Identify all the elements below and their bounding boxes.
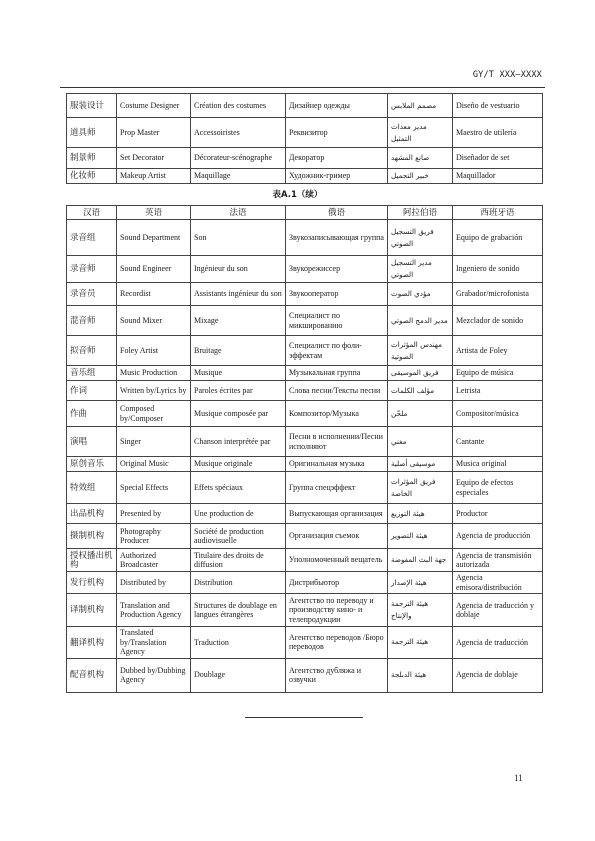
- russian-term-cell: Агентство по переводу и производству кино- и телепродукции: [286, 594, 388, 627]
- french-term-cell: Mixage: [191, 306, 286, 336]
- chinese-term-cell: 配音机构: [67, 658, 117, 692]
- english-term-cell: Photography Producer: [117, 524, 191, 549]
- english-term-cell: Recordist: [117, 283, 191, 306]
- french-term-cell: Musique originale: [191, 457, 286, 472]
- table-caption: 表A.1（续）: [272, 190, 323, 200]
- russian-term-cell: Организация съемок: [286, 524, 388, 549]
- table-row: [67, 118, 543, 148]
- table-row: [67, 594, 543, 627]
- russian-term-cell: Слова песни/Тексты песни: [286, 381, 388, 401]
- table-row: [67, 504, 543, 524]
- french-term-cell: Traduction: [191, 627, 286, 659]
- russian-term-cell: Агентство дубляжа и озвучки: [286, 658, 388, 692]
- arabic-term-cell: مدير التسجيل الصوتي: [388, 256, 453, 283]
- french-term-cell: Musique: [191, 366, 286, 381]
- russian-term-cell: Звукорежиссер: [286, 256, 388, 283]
- column-header-english: 英语: [117, 206, 191, 220]
- french-term-cell: Création des costumes: [191, 94, 286, 118]
- french-term-cell: Accessoiristes: [191, 118, 286, 148]
- french-term-cell: Structures de doublage en langues étrangères: [191, 594, 286, 627]
- french-term-cell: Maquillage: [191, 169, 286, 184]
- english-term-cell: Foley Artist: [117, 336, 191, 366]
- russian-term-cell: Дизайнер одежды: [286, 94, 388, 118]
- chinese-term-cell: 混音师: [67, 306, 117, 336]
- russian-term-cell: Уполномоченный вещатель: [286, 549, 388, 572]
- english-term-cell: Music Production: [117, 366, 191, 381]
- spanish-term-cell: Artista de Foley: [453, 336, 543, 366]
- spanish-term-cell: Equipo de efectos especiales: [453, 472, 543, 504]
- arabic-term-cell: خبير التجميل: [388, 169, 453, 184]
- english-term-cell: Translated by/Translation Agency: [117, 627, 191, 659]
- english-term-cell: Set Decorator: [117, 148, 191, 169]
- russian-term-cell: Группа спецэффект: [286, 472, 388, 504]
- document-code: GY/T XXX—XXXX: [472, 70, 542, 80]
- english-term-cell: Special Effects: [117, 472, 191, 504]
- table-row: [67, 427, 543, 457]
- terms-table-continued: [66, 93, 543, 184]
- spanish-term-cell: Grabador/microfonista: [453, 283, 543, 306]
- table-row: [67, 401, 543, 427]
- chinese-term-cell: 授权播出机构: [67, 549, 117, 572]
- table-header-row: [67, 206, 543, 220]
- english-term-cell: Singer: [117, 427, 191, 457]
- table-row: [67, 627, 543, 659]
- chinese-term-cell: 摄制机构: [67, 524, 117, 549]
- column-header-arabic: 阿拉伯语: [388, 206, 453, 220]
- english-term-cell: Written by/Lyrics by: [117, 381, 191, 401]
- spanish-term-cell: Agencia de producción: [453, 524, 543, 549]
- chinese-term-cell: 出品机构: [67, 504, 117, 524]
- russian-term-cell: Звукооператор: [286, 283, 388, 306]
- chinese-term-cell: 制景师: [67, 148, 117, 169]
- table-row: [67, 524, 543, 549]
- chinese-term-cell: 录音组: [67, 220, 117, 256]
- chinese-term-cell: 原创音乐: [67, 457, 117, 472]
- table-row: [67, 658, 543, 692]
- spanish-term-cell: Mezclador de sonido: [453, 306, 543, 336]
- spanish-term-cell: Agencia de transmisión autorizada: [453, 549, 543, 572]
- spanish-term-cell: Equipo de música: [453, 366, 543, 381]
- spanish-term-cell: Agencia de doblaje: [453, 658, 543, 692]
- spanish-term-cell: Musica original: [453, 457, 543, 472]
- english-term-cell: Dubbed by/Dubbing Agency: [117, 658, 191, 692]
- french-term-cell: Titulaire des droits de diffusion: [191, 549, 286, 572]
- french-term-cell: Assistants ingénieur du son: [191, 283, 286, 306]
- spanish-term-cell: Diseño de vestuario: [453, 94, 543, 118]
- arabic-term-cell: مصمم الملابس: [388, 94, 453, 118]
- table-row: [67, 366, 543, 381]
- french-term-cell: Société de production audiovisuelle: [191, 524, 286, 549]
- chinese-term-cell: 作词: [67, 381, 117, 401]
- table-row: [67, 457, 543, 472]
- english-term-cell: Distributed by: [117, 572, 191, 594]
- footer-divider: [245, 717, 363, 718]
- table-row: [67, 336, 543, 366]
- arabic-term-cell: صانع المشهد: [388, 148, 453, 169]
- french-term-cell: Ingénieur du son: [191, 256, 286, 283]
- arabic-term-cell: فريق المؤثرات الخاصة: [388, 472, 453, 504]
- russian-term-cell: Композитор/Музыка: [286, 401, 388, 427]
- chinese-term-cell: 翻译机构: [67, 627, 117, 659]
- russian-term-cell: Песни в исполнении/Песни исполняют: [286, 427, 388, 457]
- chinese-term-cell: 作曲: [67, 401, 117, 427]
- arabic-term-cell: فريق الموسيقى: [388, 366, 453, 381]
- russian-term-cell: Оригинальная музыка: [286, 457, 388, 472]
- column-header-french: 法语: [191, 206, 286, 220]
- spanish-term-cell: Agencia emisora/distribución: [453, 572, 543, 594]
- column-header-russian: 俄语: [286, 206, 388, 220]
- french-term-cell: Doublage: [191, 658, 286, 692]
- french-term-cell: Bruitage: [191, 336, 286, 366]
- spanish-term-cell: Maestro de utilería: [453, 118, 543, 148]
- chinese-term-cell: 化妆师: [67, 169, 117, 184]
- chinese-term-cell: 录音师: [67, 256, 117, 283]
- chinese-term-cell: 服装设计: [67, 94, 117, 118]
- chinese-term-cell: 译制机构: [67, 594, 117, 627]
- chinese-term-cell: 特效组: [67, 472, 117, 504]
- english-term-cell: Original Music: [117, 457, 191, 472]
- table-row: [67, 472, 543, 504]
- french-term-cell: Chanson interprétée par: [191, 427, 286, 457]
- column-header-spanish: 西班牙语: [453, 206, 543, 220]
- english-term-cell: Sound Mixer: [117, 306, 191, 336]
- terms-table: [66, 205, 543, 693]
- chinese-term-cell: 音乐组: [67, 366, 117, 381]
- spanish-term-cell: Agencia de traducción y doblaje: [453, 594, 543, 627]
- arabic-term-cell: مدير الدمج الصوتي: [388, 306, 453, 336]
- arabic-term-cell: مؤدي الصوت: [388, 283, 453, 306]
- table-row: [67, 572, 543, 594]
- french-term-cell: Paroles écrites par: [191, 381, 286, 401]
- french-term-cell: Distribution: [191, 572, 286, 594]
- french-term-cell: Effets spéciaux: [191, 472, 286, 504]
- arabic-term-cell: مؤلف الكلمات: [388, 381, 453, 401]
- arabic-term-cell: هيئة الإصدار: [388, 572, 453, 594]
- arabic-term-cell: جهة البث المفوضة: [388, 549, 453, 572]
- russian-term-cell: Дистрибьютор: [286, 572, 388, 594]
- french-term-cell: Son: [191, 220, 286, 256]
- arabic-term-cell: فريق التسجيل الصوتي: [388, 220, 453, 256]
- table-row: [67, 148, 543, 169]
- english-term-cell: Authorized Broadcaster: [117, 549, 191, 572]
- table-row: [67, 549, 543, 572]
- column-header-chinese: 汉语: [67, 206, 117, 220]
- arabic-term-cell: هيئة التوزيع: [388, 504, 453, 524]
- english-term-cell: Sound Department: [117, 220, 191, 256]
- russian-term-cell: Реквизитор: [286, 118, 388, 148]
- arabic-term-cell: مدير معدات التمثيل: [388, 118, 453, 148]
- table-row: [67, 220, 543, 256]
- spanish-term-cell: Letrista: [453, 381, 543, 401]
- russian-term-cell: Художник-гример: [286, 169, 388, 184]
- english-term-cell: Presented by: [117, 504, 191, 524]
- table-row: [67, 169, 543, 184]
- spanish-term-cell: Diseñador de set: [453, 148, 543, 169]
- arabic-term-cell: هيئة الترجمة والإنتاج: [388, 594, 453, 627]
- french-term-cell: Musique composée par: [191, 401, 286, 427]
- russian-term-cell: Музыкальная группа: [286, 366, 388, 381]
- table-row: [67, 381, 543, 401]
- table-row: [67, 256, 543, 283]
- spanish-term-cell: Ingeniero de sonido: [453, 256, 543, 283]
- russian-term-cell: Декоратор: [286, 148, 388, 169]
- arabic-term-cell: هيئة الدبلجة: [388, 658, 453, 692]
- russian-term-cell: Звукозаписывающая группа: [286, 220, 388, 256]
- chinese-term-cell: 拟音师: [67, 336, 117, 366]
- english-term-cell: Prop Master: [117, 118, 191, 148]
- english-term-cell: Costume Designer: [117, 94, 191, 118]
- spanish-term-cell: Compositor/música: [453, 401, 543, 427]
- chinese-term-cell: 录音员: [67, 283, 117, 306]
- arabic-term-cell: موسيقى أصلية: [388, 457, 453, 472]
- table-row: [67, 283, 543, 306]
- english-term-cell: Translation and Production Agency: [117, 594, 191, 627]
- arabic-term-cell: هيئة الترجمة: [388, 627, 453, 659]
- table-row: [67, 306, 543, 336]
- arabic-term-cell: مغني: [388, 427, 453, 457]
- arabic-term-cell: مهندس المؤثرات الصوتية: [388, 336, 453, 366]
- french-term-cell: Décorateur-scénographe: [191, 148, 286, 169]
- spanish-term-cell: Equipo de grabación: [453, 220, 543, 256]
- page-number: 11: [514, 773, 523, 783]
- chinese-term-cell: 演唱: [67, 427, 117, 457]
- russian-term-cell: Выпускающая организация: [286, 504, 388, 524]
- spanish-term-cell: Cantante: [453, 427, 543, 457]
- english-term-cell: Makeup Artist: [117, 169, 191, 184]
- english-term-cell: Composed by/Composer: [117, 401, 191, 427]
- header-divider: [60, 87, 545, 88]
- spanish-term-cell: Productor: [453, 504, 543, 524]
- spanish-term-cell: Agencia de traducción: [453, 627, 543, 659]
- french-term-cell: Une production de: [191, 504, 286, 524]
- chinese-term-cell: 发行机构: [67, 572, 117, 594]
- english-term-cell: Sound Engineer: [117, 256, 191, 283]
- russian-term-cell: Специалист по микшированию: [286, 306, 388, 336]
- russian-term-cell: Специалист по фоли-эффектам: [286, 336, 388, 366]
- table-row: [67, 94, 543, 118]
- arabic-term-cell: هيئة التصوير: [388, 524, 453, 549]
- chinese-term-cell: 道具师: [67, 118, 117, 148]
- spanish-term-cell: Maquillador: [453, 169, 543, 184]
- russian-term-cell: Агентство переводов /Бюро переводов: [286, 627, 388, 659]
- arabic-term-cell: ملحّن: [388, 401, 453, 427]
